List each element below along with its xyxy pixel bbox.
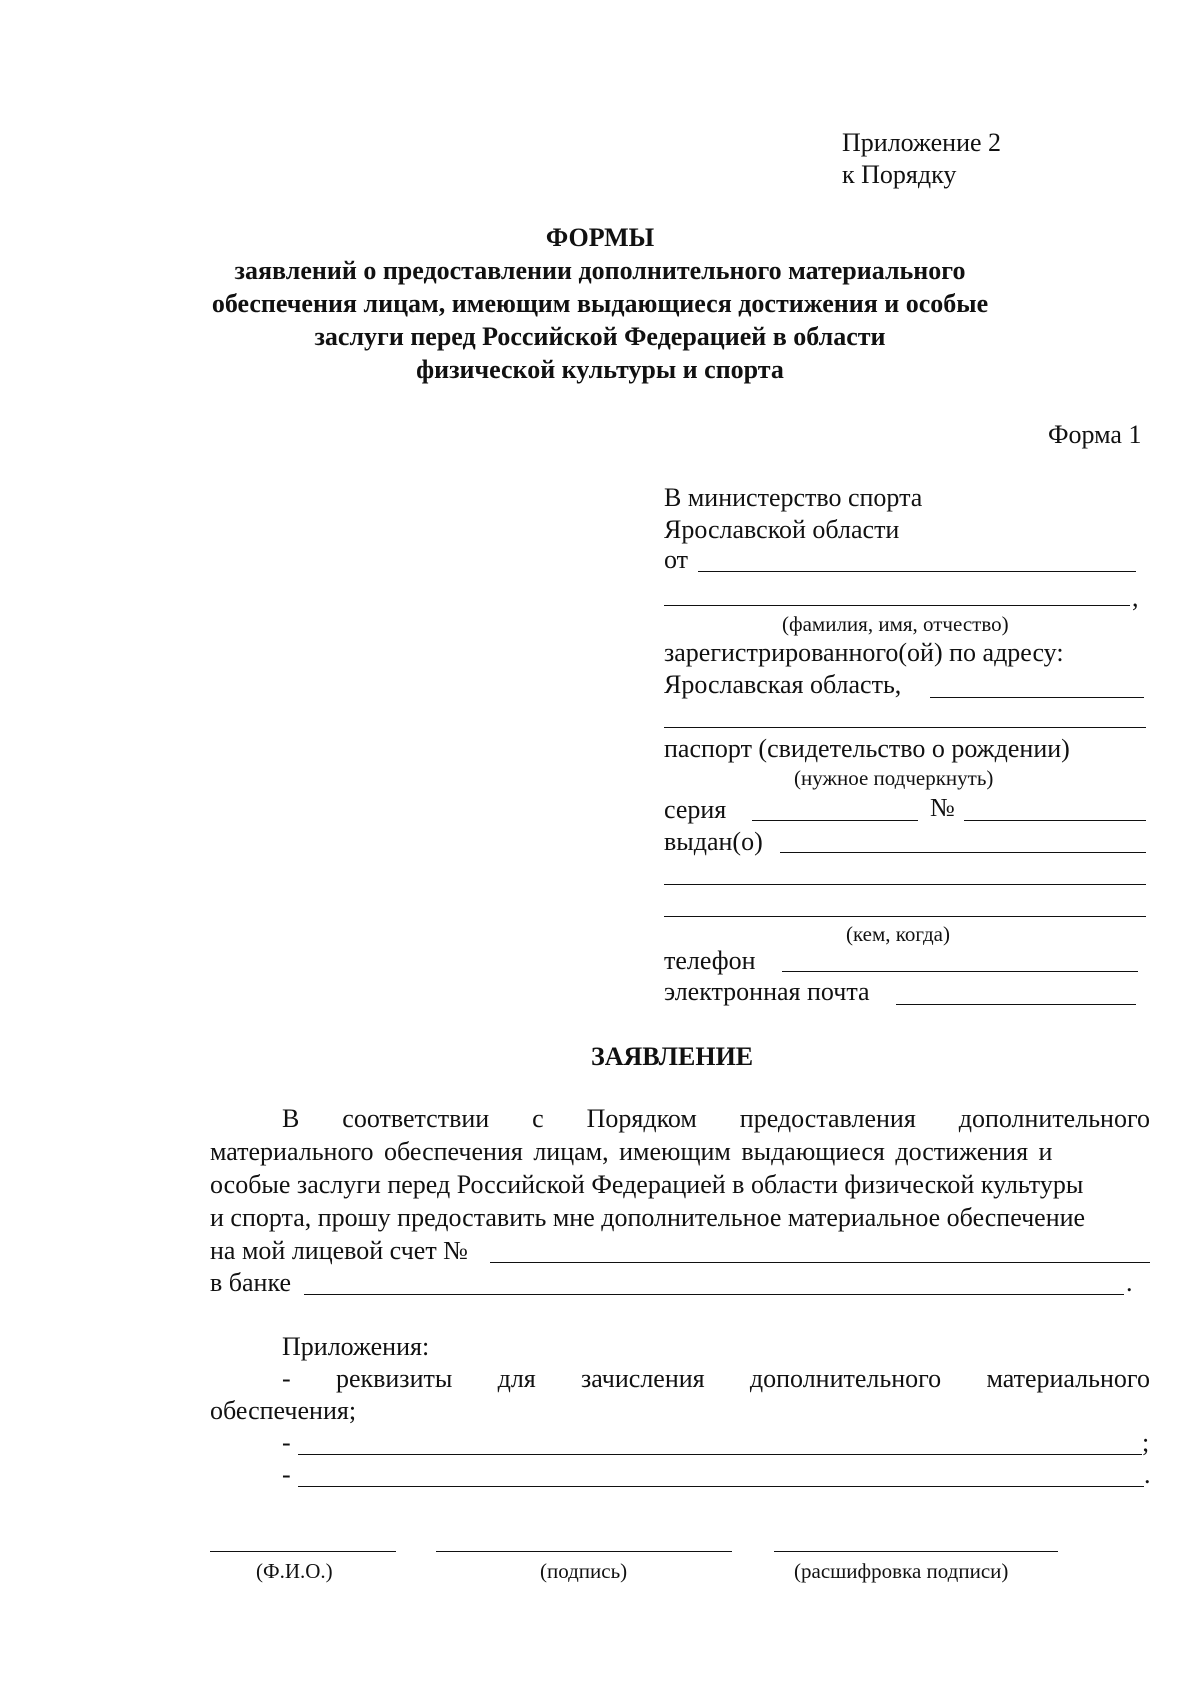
forms-heading: ФОРМЫ xyxy=(545,223,655,252)
issued-field-line-2[interactable] xyxy=(664,884,1146,885)
addressee-line-1: В министерство спорта xyxy=(664,483,923,512)
fio-signature-line[interactable] xyxy=(210,1551,396,1552)
bank-label: в банке xyxy=(210,1268,291,1297)
email-label: электронная почта xyxy=(664,977,870,1006)
attachment-item-3-dash: - xyxy=(282,1460,291,1489)
attachment-word: материального xyxy=(986,1364,1150,1393)
from-field-line[interactable] xyxy=(698,571,1136,572)
title-line-2: обеспечения лицам, имеющим выдающиеся достижения и особые xyxy=(211,289,989,318)
statement-line-2: материального обеспечения лицам, имеющим выдающиеся достижения и xyxy=(210,1137,1053,1166)
attachment-word: реквизиты xyxy=(335,1364,453,1393)
phone-field-line[interactable] xyxy=(782,971,1138,972)
fio-caption-bottom: (Ф.И.О.) xyxy=(256,1559,333,1583)
fio-field-line[interactable] xyxy=(664,605,1130,606)
underline-hint: (нужное подчеркнуть) xyxy=(794,766,994,790)
form-label: Форма 1 xyxy=(1048,420,1142,449)
statement-word: Порядком xyxy=(586,1104,697,1133)
account-field-line[interactable] xyxy=(490,1262,1150,1263)
statement-line-3: особые заслуги перед Российской Федерацией в области физической культуры xyxy=(210,1170,1084,1199)
statement-word: предоставления xyxy=(739,1104,916,1133)
issued-field-line-1[interactable] xyxy=(780,852,1146,853)
bank-field-line[interactable] xyxy=(304,1294,1124,1295)
appendix-line-2: к Порядку xyxy=(842,160,957,189)
series-label: серия xyxy=(664,795,727,824)
title-line-3: заслуги перед Российской Федерацией в области xyxy=(314,322,886,351)
number-sign: № xyxy=(930,793,955,822)
attachment-item-3-end: . xyxy=(1144,1460,1151,1489)
from-label: от xyxy=(664,545,689,574)
attachment-item-2-end: ; xyxy=(1142,1428,1150,1457)
addressee-line-2: Ярославской области xyxy=(664,515,900,544)
attachment-item-1 xyxy=(282,1364,1150,1394)
fio-caption: (фамилия, имя, отчество) xyxy=(782,612,1009,636)
email-field-line[interactable] xyxy=(896,1004,1136,1005)
title-line-1: заявлений о предоставлении дополнительного материального xyxy=(234,256,966,285)
decoding-caption: (расшифровка подписи) xyxy=(794,1559,1009,1583)
attachment-item-2-dash: - xyxy=(282,1428,291,1457)
statement-word: дополнительного xyxy=(958,1104,1150,1133)
account-label: на мой лицевой счет № xyxy=(210,1236,468,1265)
fio-comma: , xyxy=(1132,583,1139,612)
attachment-item-3-line[interactable] xyxy=(298,1486,1144,1487)
signature-caption: (подпись) xyxy=(540,1559,628,1583)
signature-line[interactable] xyxy=(436,1551,732,1552)
attachment-word: - xyxy=(282,1364,291,1393)
statement-line-1 xyxy=(282,1104,1150,1134)
appendix-line-1: Приложение 2 xyxy=(842,128,1002,157)
decoding-signature-line[interactable] xyxy=(774,1551,1058,1552)
statement-word: соответствии xyxy=(342,1104,490,1133)
attachment-item-2-line[interactable] xyxy=(298,1454,1142,1455)
title-line-4: физической культуры и спорта xyxy=(416,355,784,384)
issued-field-line-3[interactable] xyxy=(664,916,1146,917)
attachment-word: зачисления xyxy=(581,1364,705,1393)
registered-label: зарегистрированного(ой) по адресу: xyxy=(664,638,1064,667)
series-field-line[interactable] xyxy=(752,820,918,821)
address-field-line-2[interactable] xyxy=(664,727,1146,728)
region-label: Ярославская область, xyxy=(664,670,902,699)
attachments-heading: Приложения: xyxy=(282,1332,430,1361)
attachment-word: для xyxy=(497,1364,536,1393)
issued-caption: (кем, когда) xyxy=(846,922,950,946)
statement-word: В xyxy=(282,1104,300,1133)
address-field-line-1[interactable] xyxy=(930,697,1144,698)
statement-word: с xyxy=(532,1104,544,1133)
attachment-word: дополнительного xyxy=(749,1364,942,1393)
statement-line-4: и спорта, прошу предоставить мне дополнительное материальное обеспечение xyxy=(210,1203,1086,1232)
issued-label: выдан(о) xyxy=(664,827,763,856)
attachment-item-1-cont: обеспечения; xyxy=(210,1396,357,1425)
bank-period: . xyxy=(1126,1268,1133,1297)
phone-label: телефон xyxy=(664,946,756,975)
number-field-line[interactable] xyxy=(964,820,1146,821)
passport-label: паспорт (свидетельство о рождении) xyxy=(664,734,1070,763)
statement-heading: ЗАЯВЛЕНИЕ xyxy=(591,1042,754,1071)
